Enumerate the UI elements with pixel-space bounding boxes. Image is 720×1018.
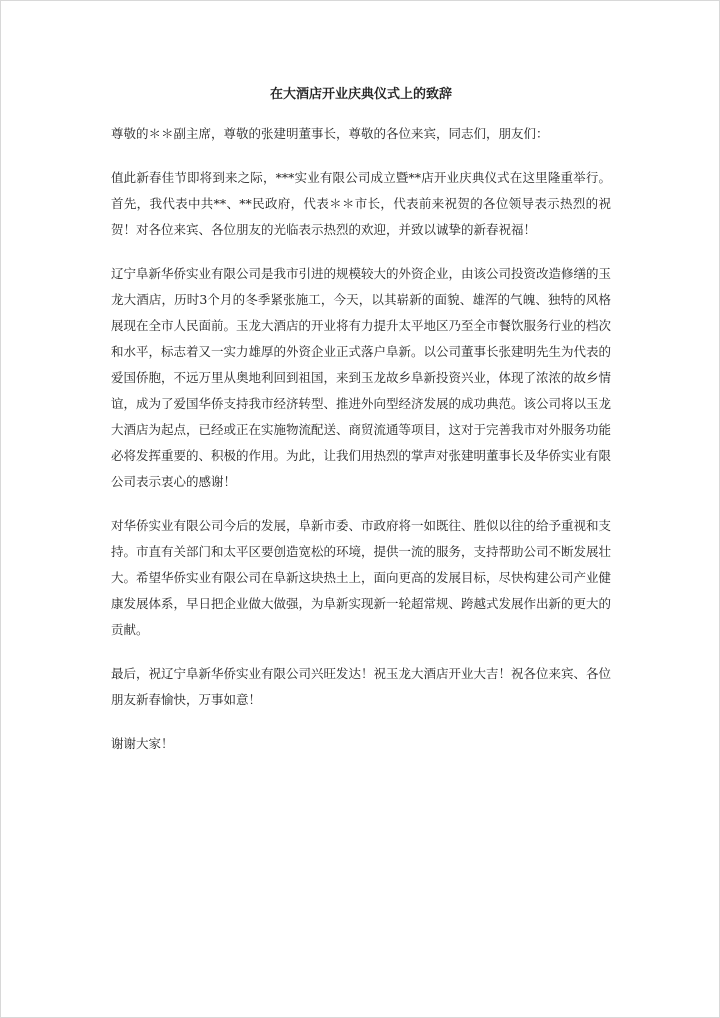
document-content bbox=[111, 85, 611, 775]
paragraph-company: 辽宁阜新华侨实业有限公司是我市引进的规模较大的外资企业，由该公司投资改造修缮的玉龙大酒店，历时3个月的冬季紧张施工，今天，以其崭新的面貌、雄浑的气魄、独特的风格展现在全市人民面前。玉龙大酒店的开业将有力提升太平地区乃至全市餐饮服务行业的档次和水平，标志着又一实力雄厚的外资企业正式落户阜新。以公司董事长张建明先生为代表的爱国侨胞，不远万里从奥地利回到祖国，来到玉龙故乡阜新投资兴业，体现了浓浓的故乡情谊，成为了爱国华侨支持我市经济转型、推进外向型经济发展的成功典范。该公司将以玉龙大酒店为起点，已经或正在实施物流配送、商贸流通等项目，这对于完善我市对外服务功能必将发挥重要的、积极的作用。为此，让我们用热烈的掌声对张建明董事长及华侨实业有限公司表示衷心的感谢！ bbox=[111, 266, 612, 489]
document-title: 在大酒店开业庆典仪式上的致辞 bbox=[269, 87, 452, 102]
paragraph-opening: 值此新春佳节即将到来之际，***实业有限公司成立暨**店开业庆典仪式在这里隆重举行。首先，我代表中共**、**民政府，代表＊＊市长，代表前来祝贺的各位领导表示热烈的祝贺！对各位来宾、各位朋友的光临表示热烈的欢迎，并致以诚挚的新春祝福！ bbox=[111, 170, 611, 237]
closing: 谢谢大家！ bbox=[111, 736, 174, 751]
paragraph-support: 对华侨实业有限公司今后的发展，阜新市委、市政府将一如既往、胜似以往的给予重视和支持。市直有关部门和太平区要创造宽松的环境，提供一流的服务，支持帮助公司不断发展壮大。希望华侨实业有限公司在阜新这块热土上，面向更高的发展目标，尽快构建公司产业健康发展体系，早日把企业做大做强，为阜新实现新一轮超常规、跨越式发展作出新的更大的贡献。 bbox=[111, 518, 612, 637]
paragraph-wishes: 最后，祝辽宁阜新华侨实业有限公司兴旺发达！祝玉龙大酒店开业大吉！祝各位来宾、各位朋友新春愉快，万事如意！ bbox=[111, 666, 612, 707]
greeting: 尊敬的＊＊副主席，尊敬的张建明董事长，尊敬的各位来宾，同志们，朋友们： bbox=[111, 126, 549, 141]
